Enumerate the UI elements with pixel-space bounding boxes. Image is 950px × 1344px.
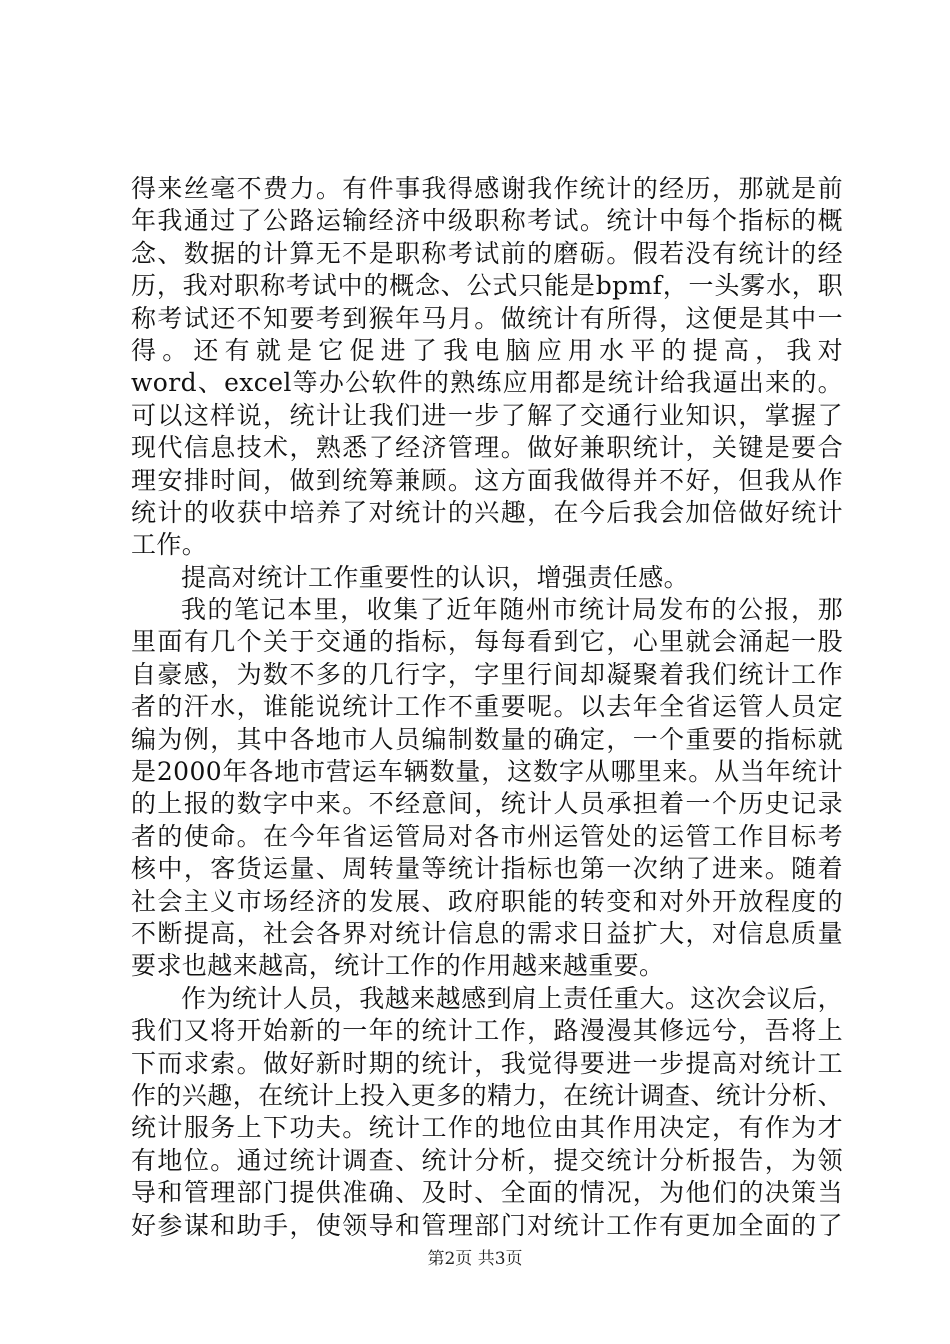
text-line: 有地位。通过统计调查、统计分析，提交统计分析报告，为领 (131, 1145, 843, 1175)
text-line: 统计服务上下功夫。统计工作的地位由其作用决定，有作为才 (131, 1113, 843, 1143)
text-line: 我们又将开始新的一年的统计工作，路漫漫其修远兮，吾将上 (131, 1016, 843, 1046)
text-line: 社会主义市场经济的发展、政府职能的转变和对外开放程度的 (131, 886, 843, 916)
text-line: 作的兴趣，在统计上投入更多的精力，在统计调查、统计分析、 (131, 1080, 843, 1110)
text-line: 念、数据的计算无不是职称考试前的磨砺。假若没有统计的经 (131, 238, 843, 268)
text-line: 的上报的数字中来。不经意间，统计人员承担着一个历史记录 (131, 789, 843, 819)
text-line: 者的汗水，谁能说统计工作不重要呢。以去年全省运管人员定 (131, 692, 843, 722)
text-line: 下而求索。做好新时期的统计，我觉得要进一步提高对统计工 (131, 1048, 843, 1078)
text-line: 要求也越来越高，统计工作的作用越来越重要。 (131, 951, 665, 981)
text-line: 导和管理部门提供准确、及时、全面的情况，为他们的决策当 (131, 1178, 843, 1208)
text-line: 历，我对职称考试中的概念、公式只能是bpmf，一头雾水，职 (131, 271, 843, 301)
text-line: 年我通过了公路运输经济中级职称考试。统计中每个指标的概 (131, 206, 843, 236)
text-line: 作为统计人员，我越来越感到肩上责任重大。这次会议后， (181, 983, 843, 1013)
text-line: 者的使命。在今年省运管局对各市州运管处的运管工作目标考 (131, 821, 843, 851)
text-line: word、excel等办公软件的熟练应用都是统计给我逼出来的。 (131, 368, 843, 398)
text-line: 我的笔记本里，收集了近年随州市统计局发布的公报，那 (181, 595, 843, 625)
text-line: 好参谋和助手，使领导和管理部门对统计工作有更加全面的了 (131, 1210, 843, 1240)
text-line: 工作。 (131, 530, 208, 560)
text-line: 称考试还不知要考到猴年马月。做统计有所得，这便是其中一 (131, 303, 843, 333)
text-line: 编为例，其中各地市人员编制数量的确定，一个重要的指标就 (131, 724, 843, 754)
text-line: 可以这样说，统计让我们进一步了解了交通行业知识，掌握了 (131, 400, 843, 430)
body-text (131, 173, 843, 1242)
text-line: 得来丝毫不费力。有件事我得感谢我作统计的经历，那就是前 (131, 174, 843, 203)
text-line: 现代信息技术，熟悉了经济管理。做好兼职统计，关键是要合 (131, 433, 843, 463)
text-line: 得。还有就是它促进了我电脑应用水平的提高，我对 (131, 335, 843, 365)
page-number-footer: 第2页 共3页 (427, 1249, 523, 1269)
text-line: 里面有几个关于交通的指标，每每看到它，心里就会涌起一股 (131, 627, 843, 657)
text-line: 理安排时间，做到统筹兼顾。这方面我做得并不好，但我从作 (131, 465, 843, 495)
text-line: 核中，客货运量、周转量等统计指标也第一次纳了进来。随着 (131, 854, 843, 884)
text-line: 统计的收获中培养了对统计的兴趣，在今后我会加倍做好统计 (131, 497, 843, 527)
text-line: 是2000年各地市营运车辆数量，这数字从哪里来。从当年统计 (131, 757, 843, 787)
text-line: 不断提高，社会各界对统计信息的需求日益扩大，对信息质量 (131, 918, 843, 948)
text-line: 自豪感，为数不多的几行字，字里行间却凝聚着我们统计工作 (131, 659, 843, 689)
section-heading: 提高对统计工作重要性的认识，增强责任感。 (181, 562, 690, 592)
